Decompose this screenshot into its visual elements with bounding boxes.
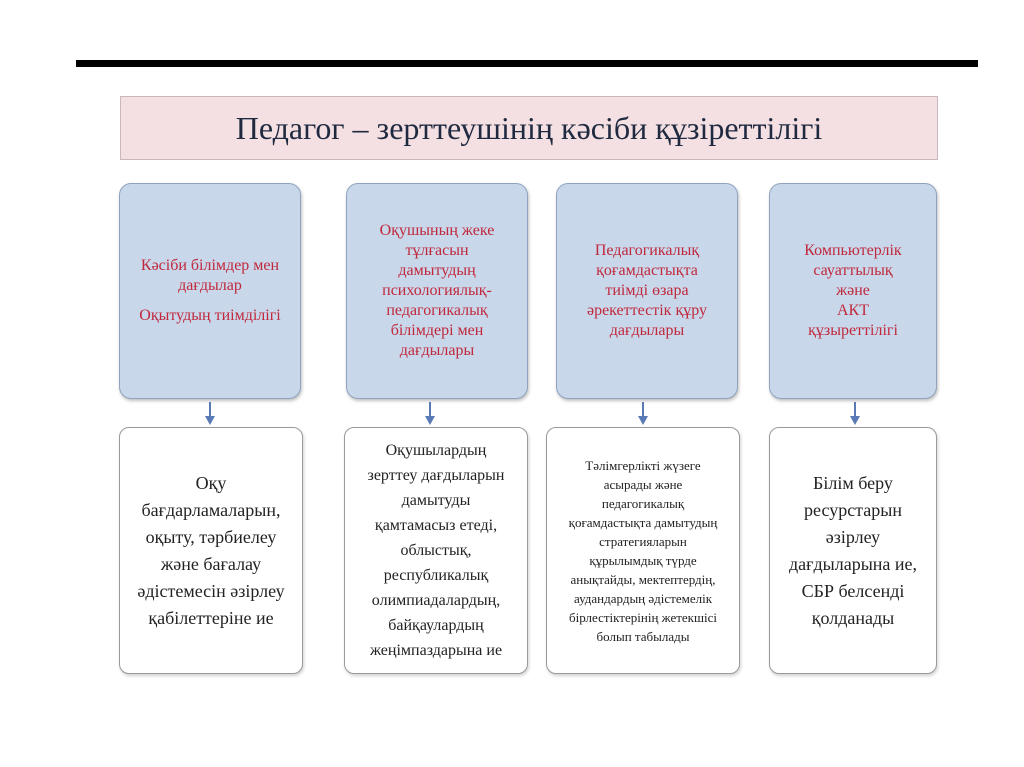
description-3-line-9: бірлестіктерінің жетекшісі [568,609,718,625]
description-4-line-2: ресурстарын [804,499,902,520]
competency-4-line-2: сауаттылық [813,262,893,279]
competency-2-line-6: білімдері мен [390,322,484,339]
description-box-3 [546,427,740,674]
competency-2-line-7: дағдылары [399,342,475,359]
description-3-line-4: қоғамдастықта дамытудың [568,514,718,530]
description-box-4 [769,427,937,674]
description-3-line-6: құрылымдық түрде [589,552,697,568]
description-2-line-4: қамтамасыз етеді, [374,517,498,534]
competency-1-line-4: Оқытудың тиімділігі [139,307,281,324]
description-1-line-2: бағдарламаларын, [141,499,281,520]
diagram-title-text: Педагог – зерттеушінің кәсіби құзіреттілігі [235,109,823,146]
competency-3-line-1: Педагогикалық [594,242,700,259]
competency-4-line-3: және [836,282,870,299]
competency-2-line-1: Оқушының жеке [379,222,495,239]
top-rule [76,60,978,67]
competency-3-line-2: қоғамдастықта [596,262,698,279]
competency-4-line-5: құзыреттілігі [808,322,898,339]
competency-2-line-3: дамытудың [398,262,476,279]
description-3-line-1: Тәлімгерлікті жүзеге [585,457,701,473]
competency-1-line-1: Кәсіби білімдер мен [140,257,280,274]
description-1-line-3: оқыту, тәрбиелеу [145,526,277,547]
competency-box-4 [769,183,937,399]
down-arrow-icon [638,402,648,426]
competency-3-line-5: дағдылары [609,322,685,339]
competency-2-line-5: педагогикалық [386,302,488,319]
diagram-title [120,96,938,160]
description-4-line-6: қолданады [811,607,895,628]
competency-3-line-3: тиімді өзара [605,282,689,299]
description-4-line-1: Білім беру [813,472,893,493]
description-3-line-8: аудандардың әдістемелік [573,590,713,606]
competency-4-line-1: Компьютерлік [804,242,902,259]
competency-1-line-2: дағдылар [178,277,242,294]
description-box-1 [119,427,303,674]
description-3-line-2: асырады және [603,476,683,492]
description-3-line-10: болып табылады [596,628,690,644]
description-2-line-7: олимпиадалардың, [371,592,501,609]
description-1-line-4: және бағалау [160,553,262,574]
competency-2-line-2: тұлғасын [405,242,469,259]
description-1-line-5: әдістемесін әзірлеу [137,580,285,601]
description-3-line-7: анықтайды, мектептердің, [570,571,716,587]
description-4-line-5: СБР белсенді [801,580,905,601]
competency-3-line-4: әрекеттестік құру [586,302,708,319]
down-arrow-icon [425,402,435,426]
description-2-line-2: зерттеу дағдыларын [367,467,505,484]
competency-2-line-4: психологиялық- [382,282,492,299]
description-2-line-5: облыстық, [400,542,472,559]
description-3-line-5: стратегияларын [599,533,687,549]
competency-box-3 [556,183,738,399]
description-2-line-9: жеңімпаздарына ие [369,642,503,659]
description-3-line-3: педагогикалық [601,495,685,511]
competency-box-1 [119,183,301,399]
description-4-line-4: дағдыларына ие, [788,553,918,574]
description-box-2 [344,427,528,674]
down-arrow-icon [850,402,860,426]
competency-box-2 [346,183,528,399]
description-2-line-6: республикалық [383,567,489,584]
description-2-line-8: байқаулардың [388,617,484,634]
competency-4-line-4: АКТ [837,302,869,319]
description-1-line-1: Оқу [195,472,227,493]
description-4-line-3: әзірлеу [825,526,881,547]
description-2-line-1: Оқушылардың [385,442,487,459]
description-1-line-6: қабілеттеріне ие [148,607,274,628]
down-arrow-icon [205,402,215,426]
description-2-line-3: дамытуды [401,492,471,509]
